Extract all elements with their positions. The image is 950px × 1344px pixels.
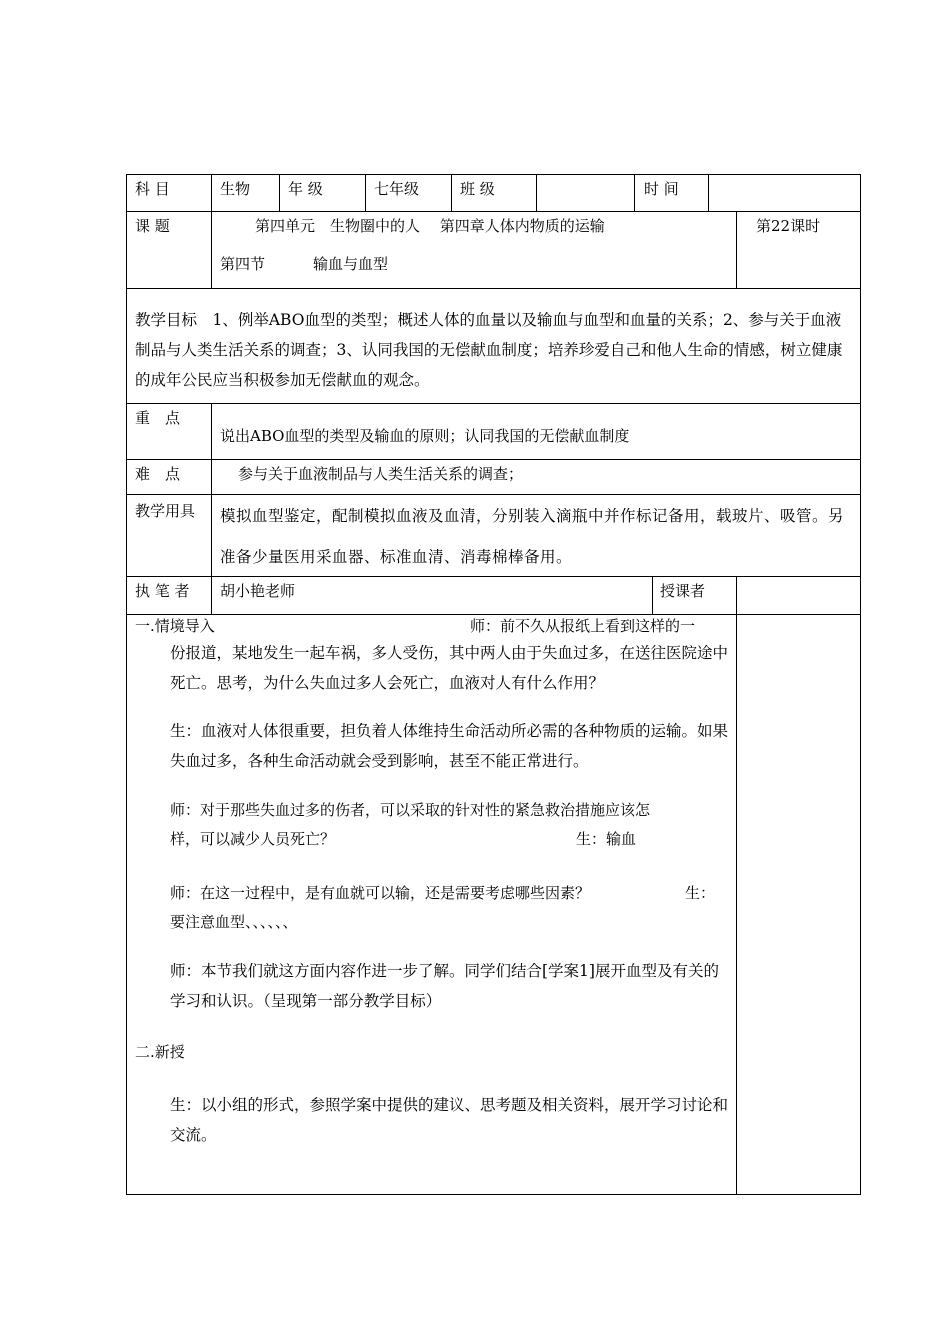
difficulties-label: 难 点 xyxy=(135,465,181,483)
col-divider xyxy=(211,174,212,211)
teaching-objectives: 教学目标 1、例举ABO血型的类型；概述人体的血量以及输血与血型和血量的关系；2、参与关于血液制品与人类生活关系的调查；3、认同我国的无偿献血制度；培养珍爱自己和他人生命的情感，树立健康的成年公民应当积极参加无偿献血的观念。 xyxy=(135,311,843,389)
paragraph-3a: 师：对于那些失血过多的伤者，可以采取的针对性的紧急救治措施应该怎 xyxy=(170,801,651,819)
author-value: 胡小艳老师 xyxy=(220,582,296,600)
class-label: 班 级 xyxy=(460,180,495,198)
grade-value: 七年级 xyxy=(374,180,420,198)
col-divider xyxy=(736,211,737,288)
section-2-title: 二.新授 xyxy=(135,1043,185,1061)
key-points-text: 说出ABO血型的类型及输血的原则；认同我国的无偿献血制度 xyxy=(220,427,630,445)
col-divider xyxy=(211,403,212,576)
col-divider xyxy=(365,174,366,211)
lesson-number: 第22课时 xyxy=(756,217,821,235)
time-label: 时 间 xyxy=(644,180,679,198)
row-divider xyxy=(126,614,861,615)
paragraph-1: 份报道，某地发生一起车祸，多人受伤，其中两人由于失血过多，在送往医院途中死亡。思考，为什么失血过多人会死亡，血液对人有什么作用？ xyxy=(170,644,729,692)
row-divider xyxy=(126,211,861,212)
col-divider xyxy=(708,174,709,211)
paragraph-6: 生：以小组的形式，参照学案中提供的建议、思考题及相关资料，展开学习讨论和交流。 xyxy=(170,1096,729,1144)
paragraph-2: 生：血液对人体很重要，担负着人体维持生命活动所必需的各种物质的运输。如果失血过多，各种生命活动就会受到影响，甚至不能正常进行。 xyxy=(170,722,729,770)
paragraph-4b: 生： xyxy=(685,884,716,902)
col-divider xyxy=(211,576,212,614)
col-divider xyxy=(211,211,212,288)
row-divider xyxy=(126,288,861,289)
paragraph-4a: 师：在这一过程中，是有血就可以输，还是需要考虑哪些因素？ xyxy=(170,884,591,902)
key-points-label: 重 点 xyxy=(135,409,181,427)
row-divider xyxy=(126,494,861,495)
col-divider xyxy=(736,614,737,1194)
col-divider xyxy=(279,174,280,211)
teacher-label: 授课者 xyxy=(660,582,706,600)
paragraph-3b: 样，可以减少人员死亡？ xyxy=(170,830,336,848)
paragraph-4c: 要注意血型、、、、、、 xyxy=(170,913,298,931)
col-divider xyxy=(634,174,635,211)
topic-line-1: 第四单元 生物圈中的人 第四章人体内物质的运输 xyxy=(255,217,605,235)
paragraph-3c: 生：输血 xyxy=(576,830,637,848)
grade-label: 年 级 xyxy=(288,180,323,198)
col-divider xyxy=(736,576,737,614)
topic-section: 第四节 xyxy=(220,255,266,273)
table-border-right xyxy=(860,174,861,1195)
tools-text: 模拟血型鉴定，配制模拟血液及血清，分别装入滴瓶中并作标记备用，载玻片、吸管。另准备少量医用采血器、标准血清、消毒棉棒备用。 xyxy=(220,507,845,566)
col-divider xyxy=(536,174,537,211)
col-divider xyxy=(652,576,653,614)
row-divider xyxy=(126,459,861,460)
topic-section-title: 输血与血型 xyxy=(313,255,389,273)
table-border-bottom xyxy=(126,1194,861,1195)
row-divider xyxy=(126,403,861,404)
section-1-intro: 师：前不久从报纸上看到这样的一 xyxy=(470,617,696,635)
topic-label: 课 题 xyxy=(135,217,170,235)
author-label: 执 笔 者 xyxy=(135,582,190,600)
paragraph-5: 师：本节我们就这方面内容作进一步了解。同学们结合[学案1]展开血型及有关的学习和认识。（呈现第一部分教学目标） xyxy=(170,962,719,1010)
col-divider xyxy=(451,174,452,211)
table-border-top xyxy=(126,174,861,175)
table-border-left xyxy=(126,174,127,1195)
subject-label: 科 目 xyxy=(135,180,170,198)
section-1-title: 一.情境导入 xyxy=(135,617,215,635)
difficulties-text: 参与关于血液制品与人类生活关系的调查； xyxy=(238,465,524,483)
tools-label: 教学用具 xyxy=(135,502,196,520)
subject-value: 生物 xyxy=(220,180,251,198)
